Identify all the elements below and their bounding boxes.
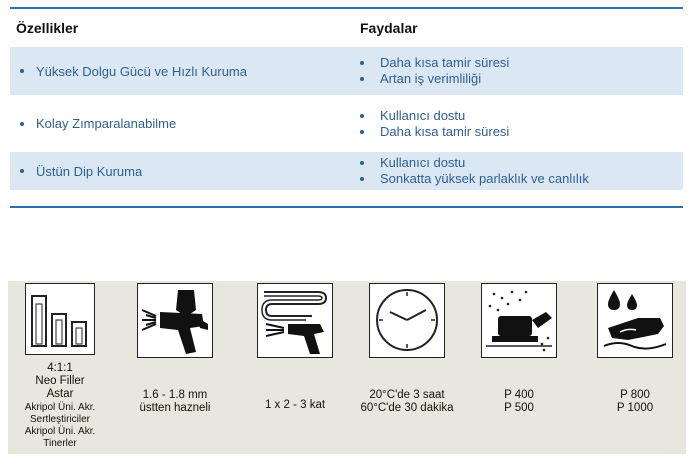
product-type: Astar <box>46 388 74 400</box>
benefit-text: Artan iş verimliliği <box>380 71 482 86</box>
feature-text: Üstün Dip Kuruma <box>36 163 143 179</box>
thinner-name: Akripol Üni. Akr. <box>24 426 96 437</box>
product-name: Neo Filler <box>35 375 85 387</box>
benefit-text: Daha kısa tamir süresi <box>380 55 510 70</box>
bottom-rule <box>10 206 683 208</box>
thinner-type: Tinerler <box>43 438 77 449</box>
bullet-icon <box>360 77 364 81</box>
benefit-text: Daha kısa tamir süresi <box>380 123 510 139</box>
spray-coats-icon <box>257 283 333 358</box>
bullet-icon <box>360 161 364 165</box>
benefit-text: Sonkatta yüksek parlaklık ve canlılık <box>380 171 589 186</box>
table-header <box>10 9 683 47</box>
dry-sand-grit-1: P 400 <box>504 389 534 401</box>
table-row <box>10 152 683 190</box>
feature-text: Yüksek Dolgu Gücü ve Hızlı Kuruma <box>36 63 247 79</box>
bullet-icon <box>20 69 24 73</box>
spray-gun-icon <box>137 283 213 358</box>
wet-sand-grit-1: P 800 <box>620 389 650 401</box>
feature-text: Kolay Zımparalanabilme <box>36 116 177 131</box>
mixing-ratio-bars-icon <box>25 283 95 355</box>
mix-ratio: 4:1:1 <box>47 362 73 374</box>
header-features: Özellikler <box>16 20 79 36</box>
dry-time-20c: 20°C'de 3 saat <box>369 389 445 401</box>
sanding-machine-icon <box>481 283 557 358</box>
coat-count: 1 x 2 - 3 kat <box>264 399 326 411</box>
bullet-icon <box>20 122 24 126</box>
header-benefits: Faydalar <box>360 20 418 36</box>
bullet-icon <box>20 169 24 173</box>
table-row <box>10 95 683 152</box>
wet-sand-grit-2: P 1000 <box>616 402 654 414</box>
table-row <box>10 47 683 95</box>
application-panel <box>8 281 686 454</box>
nozzle-size: 1.6 - 1.8 mm <box>142 389 208 401</box>
bullet-icon <box>360 130 364 134</box>
dry-sand-grit-2: P 500 <box>504 402 534 414</box>
bullet-icon <box>360 114 364 118</box>
gun-type: üstten hazneli <box>139 402 211 414</box>
benefit-text: Kullanıcı dostu <box>380 107 466 123</box>
bullet-icon <box>360 177 364 181</box>
hardener-name: Akripol Üni. Akr. <box>24 402 96 413</box>
clock-icon <box>369 283 445 358</box>
dry-time-60c: 60°C'de 30 dakika <box>360 402 454 414</box>
features-benefits-table <box>10 7 683 208</box>
bullet-icon <box>360 61 364 65</box>
hardener-type: Sertleştiriciler <box>29 414 90 425</box>
benefit-text: Kullanıcı dostu <box>380 155 466 170</box>
wet-sanding-icon <box>597 283 673 358</box>
